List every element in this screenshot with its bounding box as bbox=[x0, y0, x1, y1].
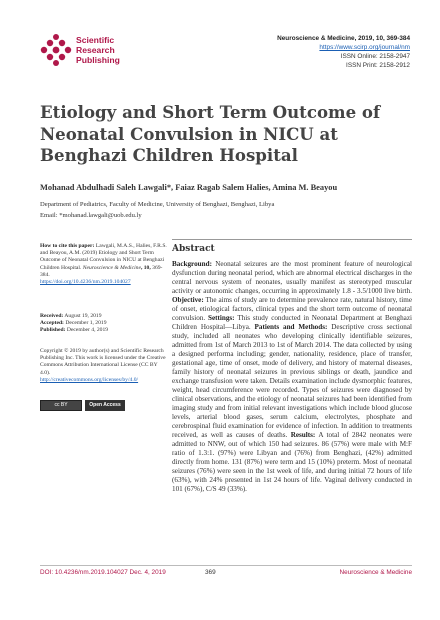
author-list: Mohanad Abdulhadi Saleh Lawgali*, Faiaz Ragab Salem Halies, Amina M. Beayou bbox=[40, 183, 338, 192]
publisher-logo bbox=[38, 33, 163, 67]
settings-text: This study conducted in Neonatal Department at Benghazi Children Hospital—Libya. bbox=[172, 314, 412, 332]
background-text: Neonatal seizures are the most prominent feature of neurological dysfunction during neonatal period, which are abnormal electrical discharges in the central nervous system of neonates, usually manifest as stereotyped muscular activity or autonomic changes, occurring in approximately 1.8 - 3.5/1000 live birth. bbox=[172, 260, 413, 296]
received-label: Received: bbox=[40, 313, 64, 319]
cite-volume: , 10, bbox=[140, 264, 151, 271]
journal-citation: Neuroscience & Medicine, 2019, 10, 369-384 bbox=[277, 35, 410, 42]
publisher-line3: Publishing bbox=[76, 55, 120, 65]
background-label: Background: bbox=[172, 260, 212, 268]
cite-text: Lawgali, M.A.S., Halies, F.R.S. and Beayou, A.M. (2019) Etiology and Short Term Outcome of Neonatal Convulsion in NICU at Benghazi Children Hospital. bbox=[40, 243, 167, 271]
abstract-body bbox=[172, 260, 412, 494]
results-label: Results: bbox=[290, 431, 316, 440]
affiliation: Department of Pediatrics, Faculty of Medicine, University of Benghazi, Benghazi, Libya bbox=[40, 201, 275, 208]
settings-label: Settings: bbox=[207, 314, 235, 323]
results-text: A total of 2842 neonates were admitted to NNW, out of which 150 had seizures. 86 (57%) were male with M:F ratio of 1.3:1. (97%) were Libyan and (76%) from Benghazi, (42%) admitted directly from home. 131 (87%) were term and 15 (10%) preterm. Most of neonatal seizures (76%) were seen in the 1st week of life, and during initial 72 hours of life (63%), with 24% presented in 1st 24 hours of life. Vaginal delivery conducted in 101 (67%), C/S 49 (33%). bbox=[172, 431, 412, 494]
footer-journal: Neuroscience & Medicine bbox=[339, 569, 412, 576]
received-value: August 19, 2019 bbox=[64, 313, 102, 319]
license-link[interactable]: http://creativecommons.org/licenses/by/4.0/ bbox=[40, 376, 139, 383]
accepted-label: Accepted: bbox=[40, 320, 64, 327]
issn-online: ISSN Online: 2158-2947 bbox=[340, 53, 410, 60]
license-badges bbox=[40, 400, 125, 411]
cite-block bbox=[40, 243, 168, 286]
abstract-divider bbox=[172, 239, 412, 240]
objective-label: Objective: bbox=[172, 296, 204, 305]
published-value: December 4, 2019 bbox=[66, 327, 109, 334]
scirp-logo-icon bbox=[38, 33, 74, 67]
page-number: 369 bbox=[205, 569, 216, 576]
cite-label: How to cite this paper: bbox=[40, 243, 95, 249]
open-access-badge: Open Access bbox=[85, 400, 125, 411]
cite-journal: Neuroscience & Medicine bbox=[82, 264, 141, 271]
methods-label: Patients and Methods: bbox=[254, 323, 328, 332]
footer-doi[interactable]: DOI: 10.4236/nm.2019.104027 Dec. 4, 2019 bbox=[40, 569, 166, 576]
copyright-text: Copyright © 2019 by author(s) and Scientific Research Publishing Inc. This work is licensed under the Creative Commons Attribution International License (CC BY 4.0). bbox=[40, 348, 166, 376]
methods-text: Descriptive cross sectional study, included all neonates who developing clinically identifiable seizures, admitted from 1st of March 2013 to 1st of March 2014. The data collected by using a designed performa including; gender, nationality, residence, place of transfer, gestational age, time of onset, mode of delivery, and history of maternal diseases, family history of neonatal seizures in previous siblings or death, jaundice and exchange transfusion were taken. Details examination include dysmorphic features, weight, head circumference were recorded. Types of seizures were diagnosed by clinical observations, and the etiology of neonatal seizures had been identified from imaging study and from initial relevant investigations which include blood glucose levels, arterial blood gases, serum calcium, electrolytes, phosphate and cerebrospinal fluid examination for evidence of infection. In addition to treatments received, as well as causes of deaths. bbox=[172, 323, 412, 440]
objective-text: The aims of study are to determine prevalence rate, natural history, time of onset, etiological factors, clinical types and the short term outcome of neonatal convulsion. bbox=[172, 296, 413, 323]
abstract-heading: Abstract bbox=[172, 244, 215, 254]
received-date bbox=[40, 313, 168, 320]
copyright-block bbox=[40, 348, 168, 384]
accepted-date bbox=[40, 320, 168, 327]
publisher-name bbox=[76, 35, 120, 65]
published-label: Published: bbox=[40, 327, 66, 334]
journal-url-link[interactable]: https://www.scirp.org/journal/nm bbox=[319, 44, 410, 51]
dates-block bbox=[40, 313, 168, 335]
publisher-line2: Research bbox=[76, 45, 115, 55]
published-date bbox=[40, 327, 168, 334]
corresponding-email[interactable]: Email: *mohanad.lawgali@uob.edu.ly bbox=[40, 212, 142, 219]
accepted-value: December 1, 2019 bbox=[65, 320, 107, 327]
cite-pages: 369-384. bbox=[40, 264, 163, 278]
footer-divider bbox=[40, 565, 412, 566]
issn-print: ISSN Print: 2158-2912 bbox=[346, 62, 410, 69]
publisher-line1: Scientific bbox=[76, 35, 115, 45]
journal-header bbox=[277, 34, 410, 70]
cc-by-badge[interactable]: cc BY bbox=[40, 400, 82, 411]
paper-title: Etiology and Short Term Outcome of Neonatal Convulsion in NICU at Benghazi Children Hospital bbox=[40, 102, 381, 165]
cite-doi-link[interactable]: https://doi.org/10.4236/nm.2019.104027 bbox=[40, 279, 131, 286]
